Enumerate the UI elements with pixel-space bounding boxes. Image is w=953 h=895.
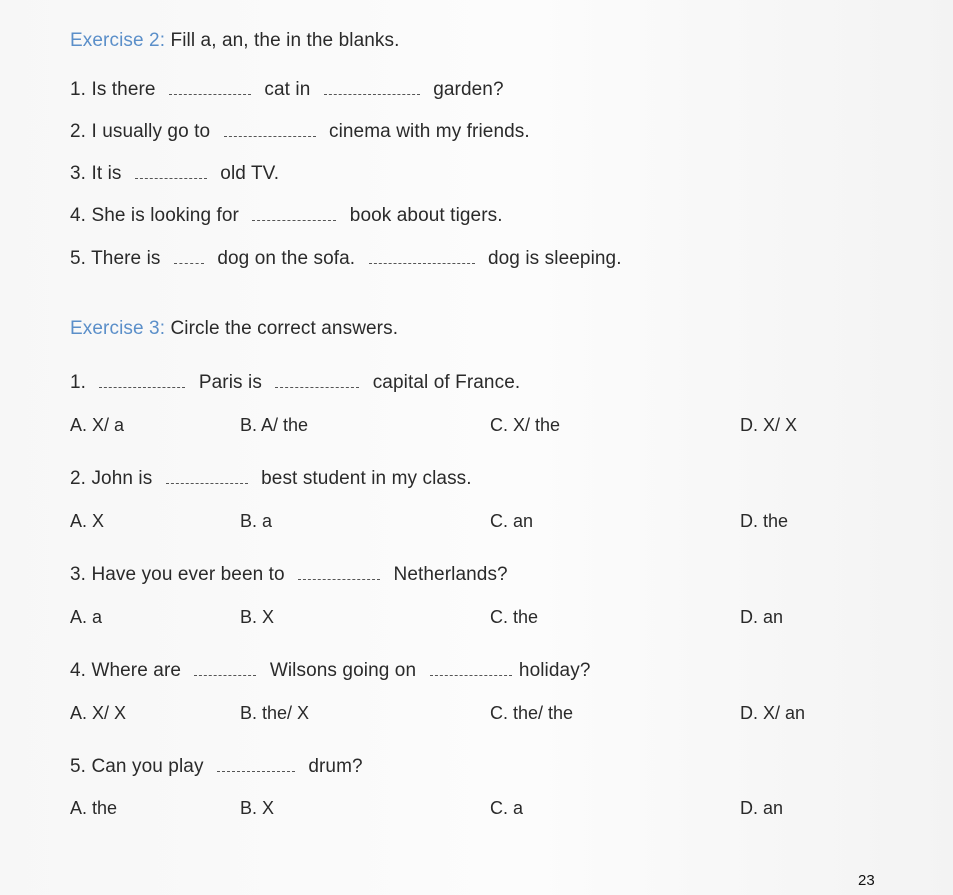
item-text: Is there bbox=[91, 79, 156, 100]
answer-blank[interactable] bbox=[275, 386, 359, 388]
question-text: holiday? bbox=[518, 660, 591, 681]
item-number: 4. bbox=[70, 205, 87, 226]
item-text: cat in bbox=[264, 79, 311, 100]
option-d[interactable]: D. X/ X bbox=[740, 415, 798, 435]
option-d[interactable]: D. X/ an bbox=[740, 703, 806, 723]
exercise-3-heading bbox=[70, 318, 398, 340]
question-number: 3. bbox=[70, 564, 87, 585]
option-d[interactable]: D. the bbox=[740, 511, 789, 531]
question-text: best student in my class. bbox=[261, 468, 472, 489]
option-c[interactable]: C. the bbox=[490, 607, 539, 627]
option-a[interactable]: A. X/ X bbox=[70, 703, 127, 723]
option-b[interactable]: B. A/ the bbox=[240, 415, 309, 435]
exercise-3-instruction: Circle the correct answers. bbox=[170, 318, 399, 339]
item-number: 3. bbox=[70, 163, 87, 184]
question-text: drum? bbox=[308, 756, 363, 777]
answer-blank[interactable] bbox=[324, 93, 420, 95]
answer-blank[interactable] bbox=[224, 135, 316, 137]
answer-blank[interactable] bbox=[430, 674, 512, 676]
item-text: dog on the sofa. bbox=[217, 248, 356, 269]
answer-blank[interactable] bbox=[194, 674, 256, 676]
exercise-2-instruction: Fill a, an, the in the blanks. bbox=[170, 30, 400, 51]
question-text: Where are bbox=[91, 660, 182, 681]
answer-blank[interactable] bbox=[169, 93, 251, 95]
ex2-item-4 bbox=[70, 205, 503, 227]
option-b[interactable]: B. X bbox=[240, 798, 275, 818]
question-text: Netherlands? bbox=[393, 564, 508, 585]
ex3-question-1 bbox=[70, 372, 520, 394]
item-text: cinema with my friends. bbox=[328, 121, 530, 142]
exercise-2-label: Exercise 2: bbox=[70, 30, 166, 51]
answer-blank[interactable] bbox=[217, 770, 295, 772]
ex2-item-1 bbox=[70, 79, 504, 101]
answer-blank[interactable] bbox=[298, 578, 380, 580]
item-text: She is looking for bbox=[91, 205, 239, 226]
ex3-question-4 bbox=[70, 660, 590, 682]
question-text: Can you play bbox=[91, 756, 204, 777]
item-text: garden? bbox=[433, 79, 504, 100]
item-text: dog is sleeping. bbox=[487, 248, 622, 269]
option-c[interactable]: C. a bbox=[490, 798, 524, 818]
option-a[interactable]: A. X bbox=[70, 511, 105, 531]
option-b[interactable]: B. the/ X bbox=[240, 703, 310, 723]
option-d[interactable]: D. an bbox=[740, 798, 784, 818]
option-a[interactable]: A. X/ a bbox=[70, 415, 125, 435]
question-number: 2. bbox=[70, 468, 87, 489]
item-number: 2. bbox=[70, 121, 87, 142]
option-a[interactable]: A. a bbox=[70, 607, 103, 627]
question-text: Have you ever been to bbox=[91, 564, 285, 585]
exercise-3-label: Exercise 3: bbox=[70, 318, 166, 339]
answer-blank[interactable] bbox=[252, 219, 336, 221]
option-c[interactable]: C. the/ the bbox=[490, 703, 574, 723]
item-text: There is bbox=[91, 248, 161, 269]
question-text: John is bbox=[91, 468, 153, 489]
ex3-question-3 bbox=[70, 564, 508, 586]
question-number: 4. bbox=[70, 660, 87, 681]
item-text: I usually go to bbox=[91, 121, 211, 142]
option-d[interactable]: D. an bbox=[740, 607, 784, 627]
ex3-question-5 bbox=[70, 756, 363, 778]
answer-blank[interactable] bbox=[99, 386, 185, 388]
question-number: 5. bbox=[70, 756, 87, 777]
answer-blank[interactable] bbox=[166, 482, 248, 484]
item-text: old TV. bbox=[220, 163, 280, 184]
answer-blank[interactable] bbox=[174, 262, 204, 264]
item-text: book about tigers. bbox=[349, 205, 503, 226]
option-b[interactable]: B. X bbox=[240, 607, 275, 627]
option-a[interactable]: A. the bbox=[70, 798, 118, 818]
answer-blank[interactable] bbox=[135, 177, 207, 179]
ex3-question-2 bbox=[70, 468, 472, 490]
option-c[interactable]: C. an bbox=[490, 511, 534, 531]
ex2-item-3 bbox=[70, 163, 279, 185]
page-number: 23 bbox=[858, 872, 875, 889]
item-number: 1. bbox=[70, 79, 87, 100]
answer-blank[interactable] bbox=[369, 262, 475, 264]
question-text: capital of France. bbox=[372, 372, 521, 393]
item-text: It is bbox=[91, 163, 122, 184]
item-number: 5. bbox=[70, 248, 87, 269]
question-number: 1. bbox=[70, 372, 87, 393]
exercise-2-heading bbox=[70, 30, 400, 52]
question-text: Wilsons going on bbox=[269, 660, 417, 681]
option-b[interactable]: B. a bbox=[240, 511, 273, 531]
option-c[interactable]: C. X/ the bbox=[490, 415, 561, 435]
ex2-item-2 bbox=[70, 121, 530, 143]
ex2-item-5 bbox=[70, 248, 622, 270]
question-text: Paris is bbox=[198, 372, 262, 393]
